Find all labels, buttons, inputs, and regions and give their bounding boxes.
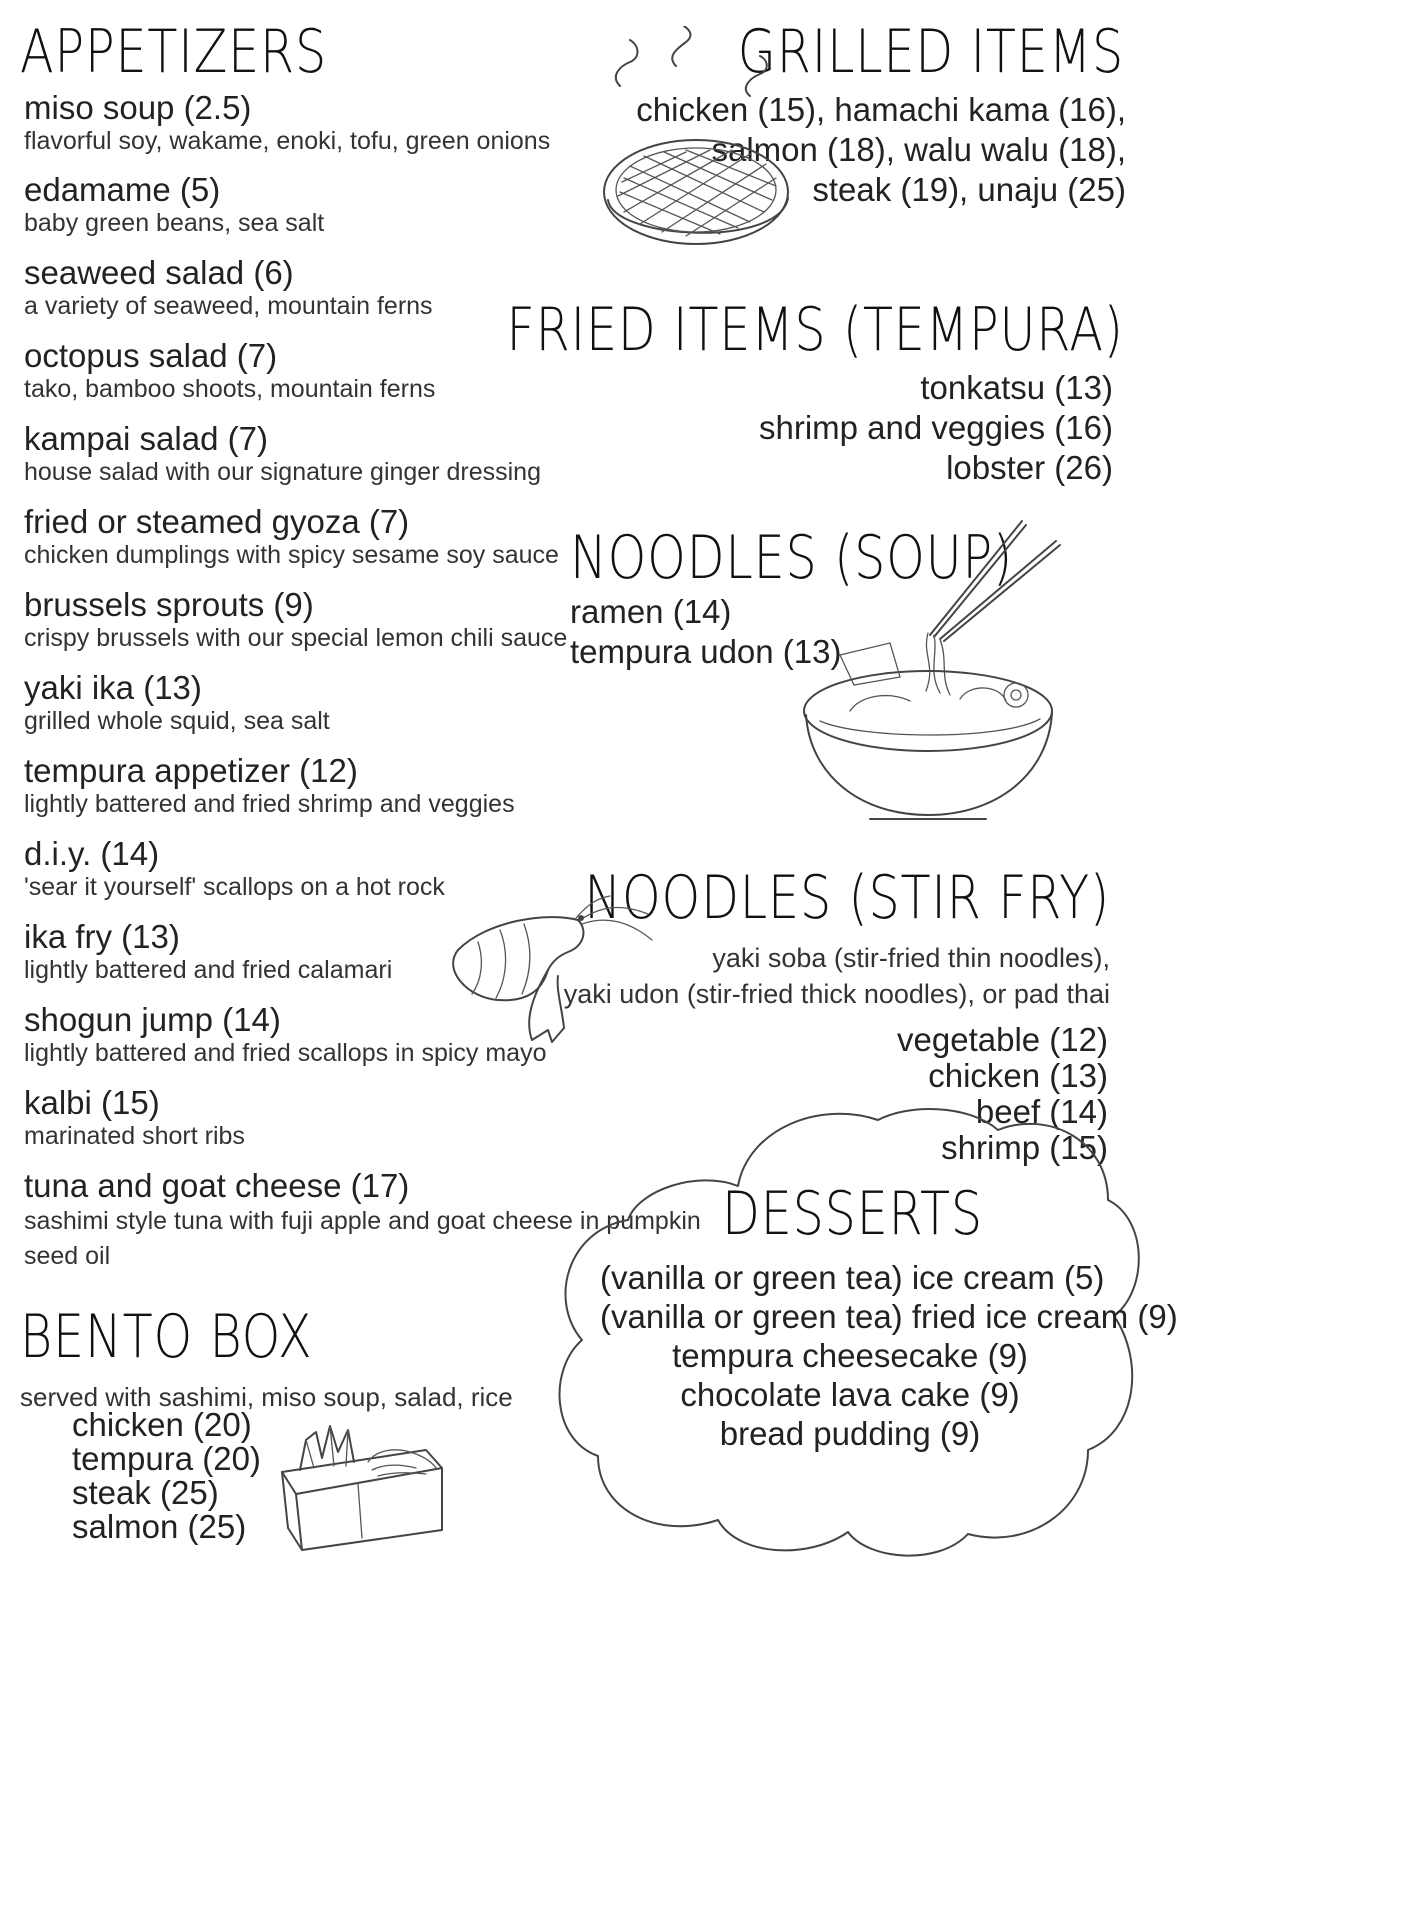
menu-item	[24, 1085, 245, 1151]
item-desc: chicken dumplings with spicy sesame soy sauce	[24, 541, 559, 570]
fried-items-list	[759, 368, 1113, 488]
item-name: edamame (5)	[24, 171, 221, 208]
item-desc: tako, bamboo shoots, mountain ferns	[24, 375, 436, 404]
grilled-line: chicken (15), hamachi kama (16),	[636, 91, 1126, 128]
bento-box-icon	[276, 1410, 446, 1560]
item-desc: lightly battered and fried calamari	[24, 956, 393, 985]
menu-item	[24, 753, 515, 819]
item-desc: crispy brussels with our special lemon chili sauce	[24, 624, 568, 653]
item-name: miso soup (2.5)	[24, 89, 252, 126]
item-desc: flavorful soy, wakame, enoki, tofu, green onions	[24, 127, 551, 156]
stir-fry-item: beef (14)	[975, 1093, 1108, 1130]
menu-item	[24, 504, 559, 570]
desserts-list	[600, 1258, 1178, 1453]
noodle-soup-item: tempura udon (13)	[570, 633, 842, 670]
item-name: fried or steamed gyoza (7)	[24, 503, 410, 540]
bento-box-heading: BENTO BOX	[20, 1302, 313, 1372]
menu-item	[24, 338, 435, 404]
grilled-line: salmon (18), walu walu (18),	[711, 131, 1126, 168]
stir-fry-item: vegetable (12)	[897, 1021, 1108, 1058]
desserts-heading: DESSERTS	[722, 1179, 983, 1249]
item-desc: lightly battered and fried shrimp and veggies	[24, 790, 515, 819]
bento-box-list	[72, 1408, 261, 1544]
menu-item	[24, 90, 550, 156]
noodles-stir-fry-heading: NOODLES (STIR FRY)	[584, 863, 1110, 933]
item-name: tempura appetizer (12)	[24, 752, 358, 789]
dessert-item: tempura cheesecake (9)	[672, 1337, 1028, 1374]
item-desc: a variety of seaweed, mountain ferns	[24, 292, 433, 321]
menu-item	[24, 587, 567, 653]
item-name: kalbi (15)	[24, 1084, 160, 1121]
bento-item: chicken (20)	[72, 1406, 252, 1443]
menu-item	[24, 255, 433, 321]
item-desc: baby green beans, sea salt	[24, 209, 325, 238]
fried-item: tonkatsu (13)	[920, 369, 1113, 406]
noodle-soup-item: ramen (14)	[570, 593, 732, 630]
item-name: brussels sprouts (9)	[24, 586, 314, 623]
grilled-line: steak (19), unaju (25)	[812, 171, 1126, 208]
item-name: kampai salad (7)	[24, 420, 268, 457]
appetizers-heading: APPETIZERS	[20, 17, 328, 87]
dessert-item: chocolate lava cake (9)	[680, 1376, 1020, 1413]
dessert-item: (vanilla or green tea) ice cream (5)	[600, 1259, 1105, 1296]
item-desc: 'sear it yourself' scallops on a hot rock	[24, 873, 445, 902]
item-desc: house salad with our signature ginger dressing	[24, 458, 541, 487]
menu-item	[24, 421, 541, 487]
noodles-soup-heading: NOODLES (SOUP)	[570, 523, 1014, 593]
item-name: ika fry (13)	[24, 918, 180, 955]
bento-item: tempura (20)	[72, 1440, 261, 1477]
item-desc: marinated short ribs	[24, 1122, 245, 1151]
menu-item	[24, 670, 330, 736]
item-desc: lightly battered and fried scallops in spicy mayo	[24, 1039, 547, 1068]
item-name: shogun jump (14)	[24, 1001, 281, 1038]
item-name: d.i.y. (14)	[24, 835, 160, 872]
menu-item	[24, 836, 445, 902]
menu-item	[24, 919, 392, 985]
shrimp-icon	[438, 890, 658, 1050]
bento-item: steak (25)	[72, 1474, 219, 1511]
item-desc: sashimi style tuna with fuji apple and goat cheese in pumpkin seed oil	[24, 1207, 701, 1270]
fried-items-heading: FRIED ITEMS (TEMPURA)	[506, 295, 1124, 365]
item-name: yaki ika (13)	[24, 669, 202, 706]
stir-fry-item: chicken (13)	[928, 1057, 1108, 1094]
bento-box-subtitle: served with sashimi, miso soup, salad, rice	[20, 1382, 513, 1412]
item-desc: grilled whole squid, sea salt	[24, 707, 330, 736]
item-name: octopus salad (7)	[24, 337, 278, 374]
dessert-item: (vanilla or green tea) fried ice cream (9)	[600, 1298, 1178, 1335]
menu-item	[24, 172, 324, 238]
item-name: seaweed salad (6)	[24, 254, 294, 291]
grilled-items-heading: GRILLED ITEMS	[737, 17, 1124, 87]
dessert-item: bread pudding (9)	[719, 1415, 981, 1452]
bento-item: salmon (25)	[72, 1508, 247, 1545]
stir-fry-desc-line: yaki soba (stir-fried thin noodles),	[712, 943, 1110, 973]
ramen-bowl-icon	[800, 515, 1070, 830]
grill-icon	[600, 26, 800, 266]
stir-fry-item: shrimp (15)	[941, 1129, 1108, 1166]
fried-item: lobster (26)	[946, 449, 1113, 486]
item-name: tuna and goat cheese (17)	[24, 1167, 410, 1204]
fried-item: shrimp and veggies (16)	[758, 409, 1113, 446]
stir-fry-desc-line: yaki udon (stir-fried thick noodles), or pad thai	[563, 979, 1110, 1009]
